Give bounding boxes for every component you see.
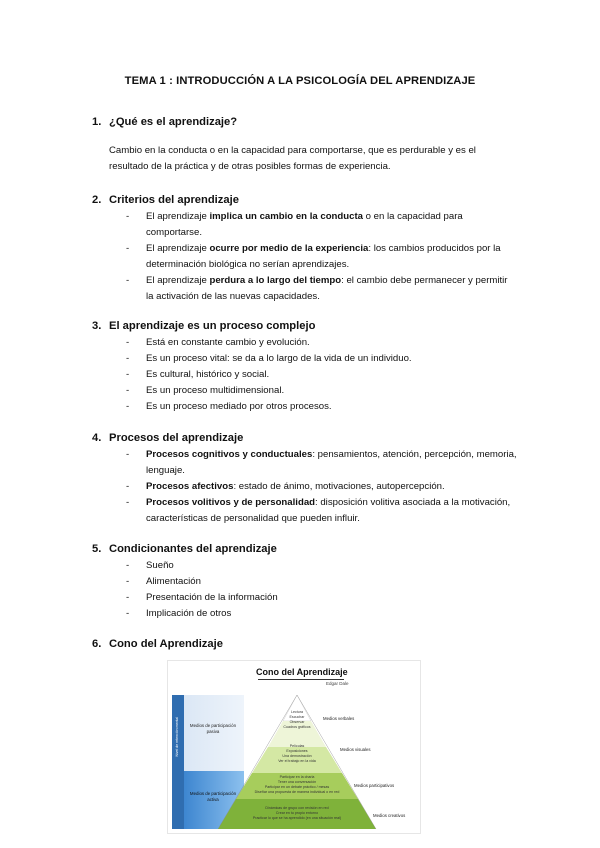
- section-1-heading: 1. ¿Qué es el aprendizaje?: [92, 116, 238, 128]
- tier3-line: Tener una conversación: [277, 780, 317, 784]
- section-4-list: [126, 447, 526, 527]
- level-participative-label: Medios participativos: [354, 783, 395, 788]
- level-verbal-label: Medios verbales: [323, 716, 355, 721]
- section-5-heading: 5. Condicionantes del aprendizaje: [92, 543, 277, 555]
- retention-sidebar-label: Nivel de retención mental: [175, 717, 179, 757]
- list-item: - Procesos afectivos: estado de ánimo, motivaciones, autopercepción.: [126, 479, 526, 495]
- passive-participation-label: Medios de participación pasiva: [189, 723, 237, 734]
- section-2-heading: 2. Criterios del aprendizaje: [92, 194, 239, 206]
- cone-pyramid: [208, 695, 418, 831]
- tier3-line: Participar en un debate práctico / mesas: [264, 785, 330, 789]
- tier2-line: Una demostración: [282, 754, 312, 758]
- tier2-line: Películas: [289, 744, 305, 748]
- tier4-line: Crear en tu propio entorno: [275, 811, 319, 815]
- section-1-paragraph: Cambio en la conducta o en la capacidad para comportarse, que es perdurable y es el resultado de la práctica y de otras posibles formas de experiencia.: [109, 145, 476, 172]
- list-item: - Es cultural, histórico y social.: [126, 367, 526, 383]
- tier3-line: Participar en la charla: [279, 775, 315, 779]
- tier1-line: Cuadros gráficos: [283, 725, 311, 729]
- list-item: - Procesos cognitivos y conductuales: pensamientos, atención, percepción, memoria, lenguaje.: [126, 447, 526, 479]
- list-item: - Está en constante cambio y evolución.: [126, 335, 526, 351]
- retention-sidebar: [172, 695, 184, 829]
- tier1-line: Lectura: [291, 710, 303, 714]
- section-5-list: [126, 558, 526, 622]
- level-creative-label: Medios creativos: [373, 813, 406, 818]
- list-item: - Sueño: [126, 558, 526, 574]
- figure-title-underline: [258, 679, 344, 680]
- section-3-heading: 3. El aprendizaje es un proceso complejo: [92, 320, 316, 332]
- list-item: - Presentación de la información: [126, 590, 526, 606]
- section-6-heading: 6. Cono del Aprendizaje: [92, 638, 223, 650]
- figure-author: Edgar Dale: [326, 681, 349, 686]
- list-item: - El aprendizaje perdura a lo largo del tiempo: el cambio debe permanecer y permitir la activación de las nuevas capacidades.: [126, 273, 526, 305]
- level-visual-label: Medios visuales: [340, 747, 371, 752]
- list-item: - Implicación de otros: [126, 606, 526, 622]
- list-item: - Alimentación: [126, 574, 526, 590]
- tier3-line: Diseñar una propuesta de manera individual o en red: [254, 790, 340, 794]
- list-item: - Es un proceso mediado por otros procesos.: [126, 399, 526, 415]
- document-title: TEMA 1 : INTRODUCCIÓN A LA PSICOLOGÍA DEL APRENDIZAJE: [124, 75, 476, 87]
- tier1-line: Observar: [289, 720, 305, 724]
- figure-title: Cono del Aprendizaje: [256, 667, 348, 677]
- section-2-list: [126, 209, 526, 305]
- tier4-line: Dinámicas de grupo con revisión en red: [265, 806, 329, 810]
- section-3-list: [126, 335, 526, 415]
- list-item: - Es un proceso vital: se da a lo largo de la vida de un individuo.: [126, 351, 526, 367]
- active-participation-label: Medios de participación activa: [189, 791, 237, 802]
- cone-of-learning-figure: [167, 660, 421, 834]
- tier1-line: Escuchar: [289, 715, 305, 719]
- list-item: - El aprendizaje implica un cambio en la conducta o en la capacidad para comportarse.: [126, 209, 526, 241]
- list-item: - Procesos volitivos y de personalidad: disposición volitiva asociada a la motivación, características de personalidad que pueden influir.: [126, 495, 526, 527]
- tier2-line: Exposiciones: [286, 749, 308, 753]
- section-4-heading: 4. Procesos del aprendizaje: [92, 432, 244, 444]
- list-item: - El aprendizaje ocurre por medio de la experiencia: los cambios producidos por la determinación biológica no serían aprendizajes.: [126, 241, 526, 273]
- list-item: - Es un proceso multidimensional.: [126, 383, 526, 399]
- tier4-line: Practicar lo que se ha aprendido (en una situación real): [252, 816, 342, 820]
- tier2-line: Ver el trabajo en la vida: [278, 759, 316, 763]
